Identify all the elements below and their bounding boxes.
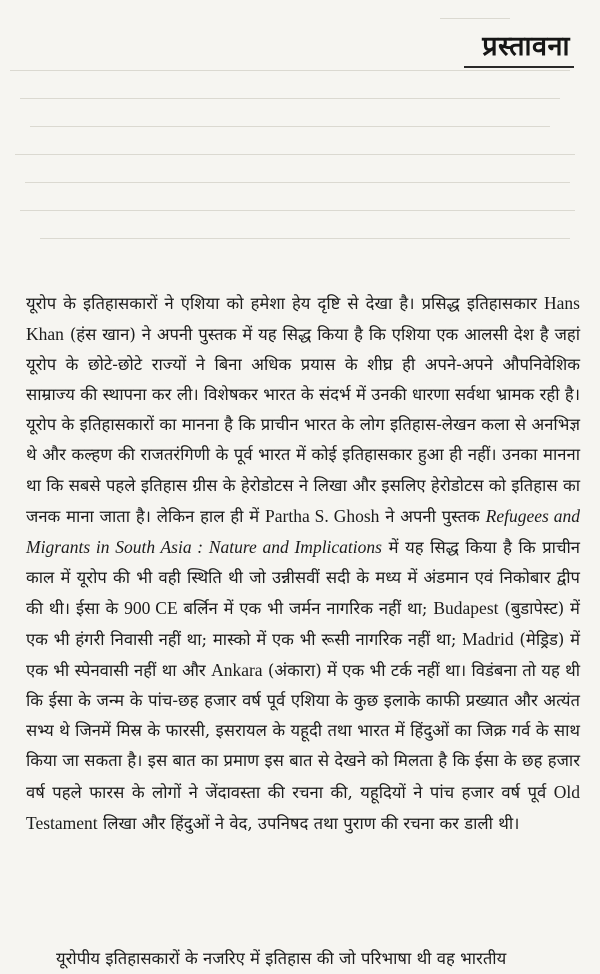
paragraph-text: में यह सिद्ध किया है कि प्राचीन काल में यूरोप की भी वही स्थिति थी जो उन्नीसवीं सदी के मध्य में अंडमान एवं निकोबार द्वीप की थी। ईसा के xyxy=(26,537,580,618)
title-underline xyxy=(464,66,574,68)
paragraph-text: यूरोप के इतिहासकारों ने एशिया को हमेशा हेय दृष्टि से देखा है। प्रसिद्ध इतिहासकार xyxy=(26,294,545,313)
body-paragraph-1 xyxy=(26,288,580,839)
author-name: Partha S. Ghosh xyxy=(265,505,380,526)
paragraph-text: लिखा और हिंदुओं ने वेद, उपनिषद तथा पुराण की रचना कर डाली थी। xyxy=(97,813,520,833)
paragraph-text: ने अपनी पुस्तक xyxy=(379,506,486,526)
year-ref: 900 CE xyxy=(124,597,178,618)
paragraph-text: (मेड्रिड) में एक भी स्पेनवासी नहीं था और xyxy=(26,630,580,681)
city-name: Madrid xyxy=(462,629,514,650)
paragraph-text: (बुडापेस्ट) में एक भी हंगरी निवासी नहीं था; मास्को में एक भी रूसी नागरिक नहीं था; xyxy=(26,598,580,650)
paragraph-text: बर्लिन में एक भी जर्मन नागरिक नहीं था; xyxy=(177,598,434,618)
paragraph-text: (हंस खान) ने अपनी पुस्तक में यह सिद्ध किया है कि एशिया एक आलसी देश है जहां यूरोप के छोटे-छोटे राज्यों ने बिना अधिक प्रयास के शीघ्र ही अपने-अपने औपनिवेशिक साम्राज्य की स्थापना कर ली। विशेषकर भारत के संदर्भ में उनकी धारणा सर्वथा भ्रामक रही है। यूरोप के इतिहासकारों का मानना है कि प्राचीन भारत के लोग इतिहास-लेखन कला से अनभिज्ञ थे और कल्हण की राजतरंगिणी के पूर्व भारत में कोई इतिहासकार हुआ ही नहीं। उनका मानना था कि सबसे पहले इतिहास ग्रीस के हेरोडोटस ने लिखा और इसलिए हेरोडोटस को इतिहास का जनक माना जाता है। लेकिन हाल ही में xyxy=(26,325,580,526)
paragraph-text: (अंकारा) में एक भी टर्क नहीं था। विडंबना तो यह थी कि ईसा के जन्म के पांच-छह हजार वर्ष पूर्व एशिया के कुछ इलाके काफी प्रख्यात और अत्यंत सभ्य थे जिनमें मिस्र के फारसी, इसरायल के यहूदी तथा भारत में हिंदुओं का जिक्र गर्व के साथ किया जा सकता है। इस बात का प्रमाण इस बात से देखने को मिलता है कि ईसा के छह हजार वर्ष पहले फारस के लोगों ने जेंदावस्ता की रचना की, यहूदियों ने पांच हजार वर्ष पूर्व xyxy=(26,661,580,802)
city-name: Budapest xyxy=(433,597,499,618)
scripture-name: Old Testament xyxy=(26,781,580,833)
page-title: प्रस्तावना xyxy=(482,31,570,62)
body-paragraph-2: यूरोपीय इतिहासकारों के नजरिए में इतिहास की जो परिभाषा थी वह भारतीय xyxy=(56,949,507,968)
book-title: Refugees and Migrants in South Asia : Nature and Implications xyxy=(26,505,580,557)
city-name: Ankara xyxy=(211,660,263,681)
author-name: Hans Khan xyxy=(26,293,580,345)
